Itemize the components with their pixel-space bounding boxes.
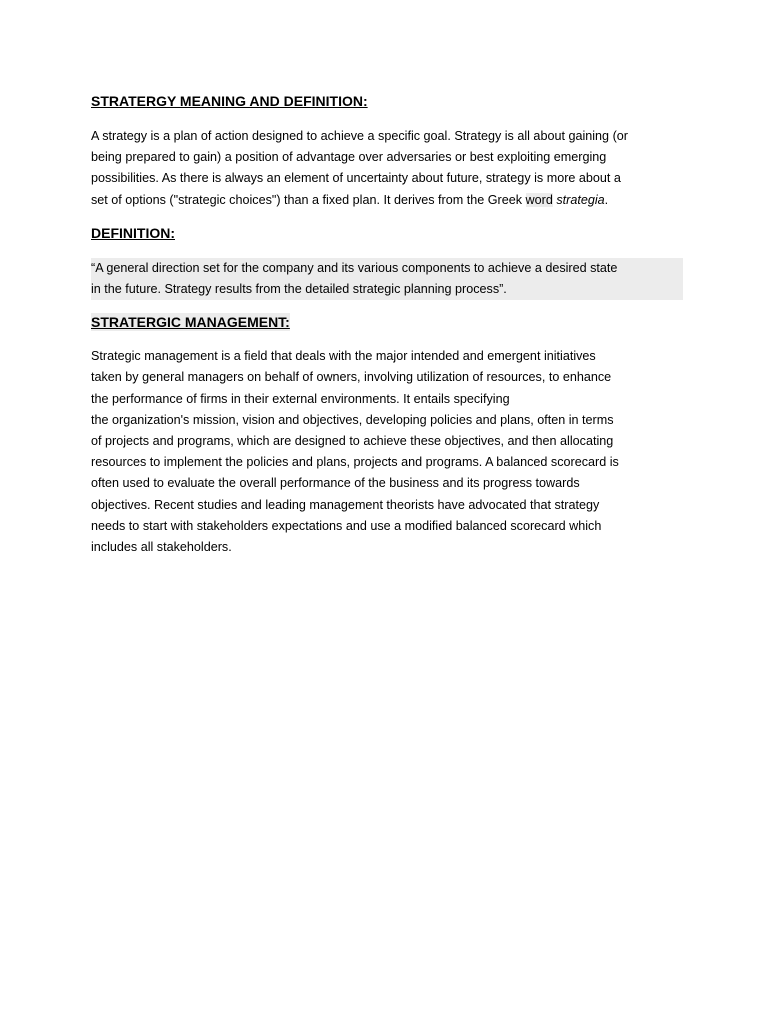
text-line: possibilities. As there is always an element of uncertainty about future, strategy is more about a: [91, 171, 621, 186]
text-line: the organization's mission, vision and objectives, developing policies and plans, often in terms: [91, 412, 614, 427]
text-segment: in the future. Strategy results from the detailed strategic planning process”.: [91, 282, 507, 297]
text-line: often used to evaluate the overall performance of the business and its progress towards: [91, 476, 580, 491]
text-line: of projects and programs, which are designed to achieve these objectives, and then allocating: [91, 434, 614, 449]
document-page: [91, 92, 683, 558]
text-line: objectives. Recent studies and leading management theorists have advocated that strategy: [91, 497, 600, 512]
italic-term: strategia: [556, 192, 605, 207]
text-segment: .: [604, 192, 609, 207]
definition-quote: [91, 258, 683, 300]
text-line: “A general direction set for the company and its various components to achieve a desired state: [91, 258, 683, 279]
text-line: being prepared to gain) a position of advantage over adversaries or best exploiting emerging: [91, 150, 607, 165]
text-line: resources to implement the policies and plans, projects and programs. A balanced scorecard is: [91, 455, 619, 470]
text-line: needs to start with stakeholders expectations and use a modified balanced scorecard which: [91, 518, 602, 533]
text-line: includes all stakeholders.: [91, 540, 232, 555]
strategic-management-paragraph: [91, 346, 683, 558]
highlighted-word: word: [525, 192, 553, 207]
text-line: [91, 190, 683, 211]
strategy-meaning-paragraph: [91, 126, 683, 211]
strategic-management-heading: STRATERGIC MANAGEMENT:: [91, 314, 290, 331]
text-segment: set of options ("strategic choices") than a fixed plan. It derives from the Greek: [91, 192, 526, 207]
text-line: taken by general managers on behalf of owners, involving utilization of resources, to enhance: [91, 370, 612, 385]
strategy-meaning-heading: STRATERGY MEANING AND DEFINITION:: [91, 93, 368, 109]
text-line: the performance of firms in their external environments. It entails specifying: [91, 391, 510, 406]
text-line: A strategy is a plan of action designed to achieve a specific goal. Strategy is all about gaining (or: [91, 129, 628, 143]
text-line: Strategic management is a field that deals with the major intended and emergent initiatives: [91, 349, 596, 364]
text-line: [91, 279, 683, 300]
definition-heading: DEFINITION:: [91, 224, 175, 241]
